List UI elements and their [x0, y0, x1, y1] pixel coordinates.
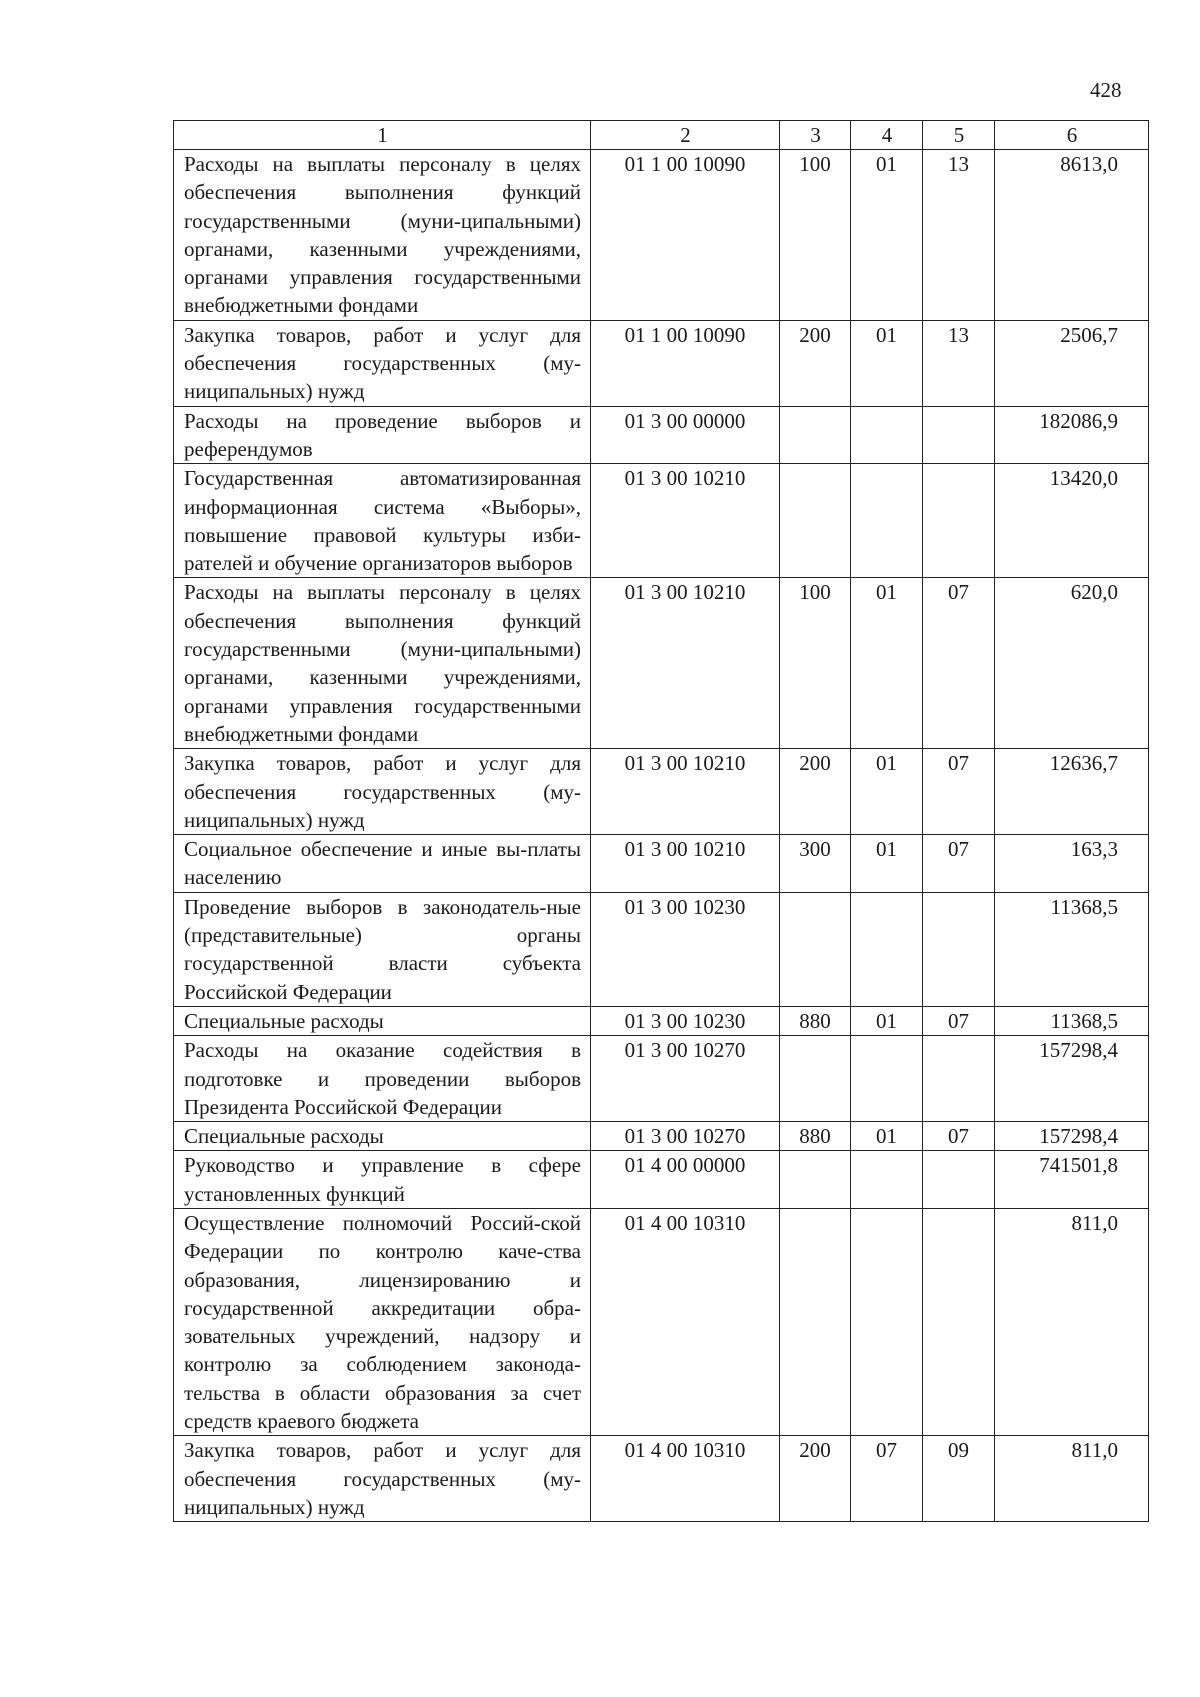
subsection-cell: 13 — [923, 320, 995, 406]
section-cell: 01 — [851, 835, 923, 893]
expense-type-cell — [780, 1208, 851, 1435]
column-header: 6 — [995, 121, 1149, 150]
amount-cell: 163,3 — [995, 835, 1149, 893]
expense-name-cell: Закупка товаров, работ и услуг для обеспечения государственных (му-ниципальных) нужд — [174, 320, 591, 406]
amount-cell: 157298,4 — [995, 1036, 1149, 1122]
budget-table — [173, 120, 1149, 1522]
target-code-cell: 01 3 00 10210 — [591, 578, 780, 749]
table-header-row — [174, 121, 1149, 150]
column-header: 3 — [780, 121, 851, 150]
expense-type-cell — [780, 464, 851, 578]
subsection-cell: 09 — [923, 1436, 995, 1522]
section-cell: 01 — [851, 1006, 923, 1035]
subsection-cell — [923, 892, 995, 1006]
amount-cell: 741501,8 — [995, 1151, 1149, 1209]
table-row — [174, 1006, 1149, 1035]
target-code-cell: 01 4 00 00000 — [591, 1151, 780, 1209]
subsection-cell: 13 — [923, 150, 995, 321]
amount-cell: 157298,4 — [995, 1122, 1149, 1151]
expense-name-cell: Руководство и управление в сфере установленных функций — [174, 1151, 591, 1209]
amount-cell: 11368,5 — [995, 1006, 1149, 1035]
subsection-cell: 07 — [923, 578, 995, 749]
subsection-cell — [923, 1208, 995, 1435]
table-row — [174, 1208, 1149, 1435]
target-code-cell: 01 3 00 10230 — [591, 892, 780, 1006]
amount-cell: 811,0 — [995, 1208, 1149, 1435]
column-header: 1 — [174, 121, 591, 150]
expense-type-cell — [780, 406, 851, 464]
table-row — [174, 150, 1149, 321]
section-cell — [851, 1036, 923, 1122]
target-code-cell: 01 3 00 00000 — [591, 406, 780, 464]
column-header: 4 — [851, 121, 923, 150]
target-code-cell: 01 1 00 10090 — [591, 150, 780, 321]
subsection-cell: 07 — [923, 1006, 995, 1035]
section-cell: 01 — [851, 320, 923, 406]
section-cell: 01 — [851, 749, 923, 835]
section-cell — [851, 1208, 923, 1435]
section-cell: 01 — [851, 150, 923, 321]
expense-name-cell: Расходы на оказание содействия в подготовке и проведении выборов Президента Российской Федерации — [174, 1036, 591, 1122]
section-cell — [851, 892, 923, 1006]
section-cell: 01 — [851, 1122, 923, 1151]
expense-type-cell: 200 — [780, 320, 851, 406]
section-cell — [851, 464, 923, 578]
target-code-cell: 01 3 00 10270 — [591, 1036, 780, 1122]
expense-name-cell: Проведение выборов в законодатель-ные (представительные) органы государственной власти субъекта Российской Федерации — [174, 892, 591, 1006]
expense-name-cell: Закупка товаров, работ и услуг для обеспечения государственных (му-ниципальных) нужд — [174, 1436, 591, 1522]
table-row — [174, 1151, 1149, 1209]
target-code-cell: 01 1 00 10090 — [591, 320, 780, 406]
table-row — [174, 320, 1149, 406]
section-cell: 07 — [851, 1436, 923, 1522]
table-row — [174, 464, 1149, 578]
expense-type-cell: 200 — [780, 749, 851, 835]
expense-name-cell: Осуществление полномочий Россий-ской Федерации по контролю каче-ства образования, лицензированию и государственной аккредитации обра-зовательных учреждений, надзору и контролю за соблюдением законода-тельства в области образования за счет средств краевого бюджета — [174, 1208, 591, 1435]
target-code-cell: 01 3 00 10210 — [591, 749, 780, 835]
expense-type-cell: 200 — [780, 1436, 851, 1522]
expense-name-cell: Специальные расходы — [174, 1006, 591, 1035]
table-row — [174, 578, 1149, 749]
column-header: 5 — [923, 121, 995, 150]
expense-type-cell: 100 — [780, 150, 851, 321]
expense-name-cell: Государственная автоматизированная информационная система «Выборы», повышение правовой культуры изби-рателей и обучение организаторов выборов — [174, 464, 591, 578]
column-header: 2 — [591, 121, 780, 150]
expense-name-cell: Закупка товаров, работ и услуг для обеспечения государственных (му-ниципальных) нужд — [174, 749, 591, 835]
amount-cell: 811,0 — [995, 1436, 1149, 1522]
table-row — [174, 835, 1149, 893]
section-cell: 01 — [851, 578, 923, 749]
amount-cell: 8613,0 — [995, 150, 1149, 321]
table-row — [174, 1036, 1149, 1122]
subsection-cell — [923, 1151, 995, 1209]
expense-type-cell — [780, 1151, 851, 1209]
expense-type-cell: 880 — [780, 1122, 851, 1151]
amount-cell: 11368,5 — [995, 892, 1149, 1006]
expense-type-cell — [780, 1036, 851, 1122]
target-code-cell: 01 4 00 10310 — [591, 1436, 780, 1522]
table-row — [174, 1436, 1149, 1522]
target-code-cell: 01 4 00 10310 — [591, 1208, 780, 1435]
amount-cell: 12636,7 — [995, 749, 1149, 835]
expense-type-cell: 300 — [780, 835, 851, 893]
target-code-cell: 01 3 00 10210 — [591, 464, 780, 578]
subsection-cell: 07 — [923, 749, 995, 835]
amount-cell: 13420,0 — [995, 464, 1149, 578]
amount-cell: 182086,9 — [995, 406, 1149, 464]
table-row — [174, 892, 1149, 1006]
subsection-cell — [923, 1036, 995, 1122]
expense-name-cell: Расходы на выплаты персоналу в целях обеспечения выполнения функций государственными (муни-ципальными) органами, казенными учреждениями, органами управления государственными внебюджетными фондами — [174, 150, 591, 321]
expense-name-cell: Расходы на выплаты персоналу в целях обеспечения выполнения функций государственными (муни-ципальными) органами, казенными учреждениями, органами управления государственными внебюджетными фондами — [174, 578, 591, 749]
amount-cell: 620,0 — [995, 578, 1149, 749]
table-row — [174, 749, 1149, 835]
expense-name-cell: Специальные расходы — [174, 1122, 591, 1151]
target-code-cell: 01 3 00 10230 — [591, 1006, 780, 1035]
subsection-cell — [923, 406, 995, 464]
expense-type-cell: 880 — [780, 1006, 851, 1035]
subsection-cell: 07 — [923, 1122, 995, 1151]
target-code-cell: 01 3 00 10210 — [591, 835, 780, 893]
table-row — [174, 406, 1149, 464]
table-row — [174, 1122, 1149, 1151]
expense-name-cell: Расходы на проведение выборов и референдумов — [174, 406, 591, 464]
page-number: 428 — [1090, 78, 1122, 102]
subsection-cell: 07 — [923, 835, 995, 893]
expense-name-cell: Социальное обеспечение и иные вы-платы населению — [174, 835, 591, 893]
expense-type-cell — [780, 892, 851, 1006]
target-code-cell: 01 3 00 10270 — [591, 1122, 780, 1151]
amount-cell: 2506,7 — [995, 320, 1149, 406]
section-cell — [851, 1151, 923, 1209]
subsection-cell — [923, 464, 995, 578]
section-cell — [851, 406, 923, 464]
expense-type-cell: 100 — [780, 578, 851, 749]
